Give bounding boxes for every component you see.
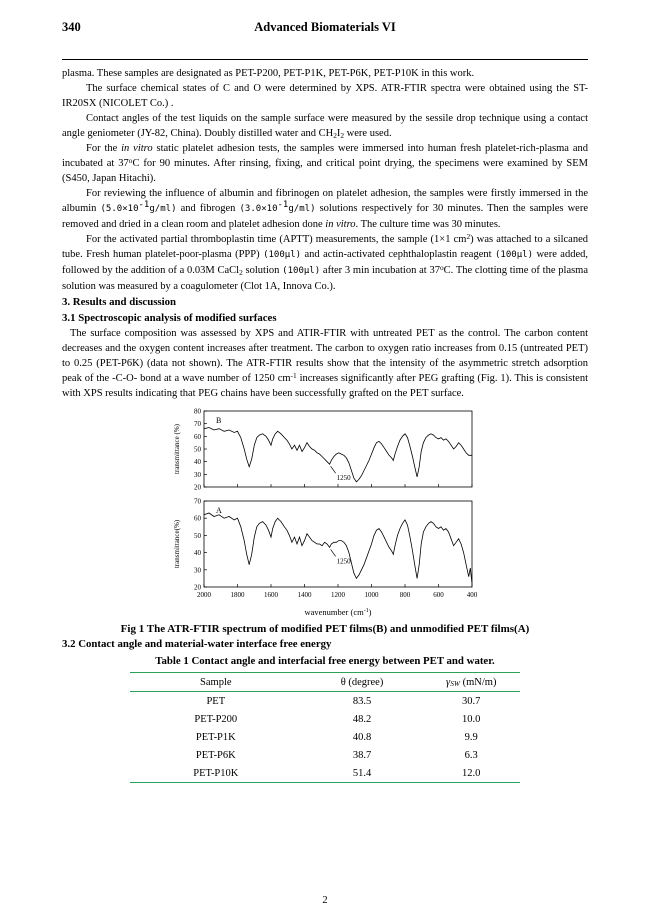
paragraph-xps: The surface chemical states of C and O were determined by XPS. ATR-FTIR spectra were obtained using the ST-IR20SX (NICOLET Co.) . [62,83,588,109]
svg-text:60: 60 [194,514,201,523]
table-head [130,673,520,692]
paragraph-contact-angle: Contact angles of the test liquids on the sample surface were measured by the sessile drop technique using a contact angle geniometer (JY-82, China). Doubly distilled water and CH2I2 were used. [62,113,588,140]
column-header: γSW (mN/m) [446,676,497,689]
paragraph-surface-composition: The surface composition was assessed by XPS and ATIR-FTIR with untreated PET as the control. The carbon content decreases and the oxygen content increases after treatment. The carbon to oxygen ratio increases from 0.15 (untreated PET) to 0.25 (PET-P6K) (data not shown). The ATR-FTIR results show that the intensity of the asymmetric stretch adsorption peak of the -C-O- bond at a wave number of 1250 $cm^{-1}$ increases significantly after PEG grafting (Fig. 1). This is consistent with XPS results indicating that PEG chains have been successfully grafted on the PET surface. [62,328,589,399]
table-cell: 9.9 [464,731,478,743]
table-cell: 83.5 [352,695,372,707]
journal-title: Advanced Biomaterials VI [254,20,396,34]
table-row [130,710,520,728]
svg-text:20: 20 [194,583,201,592]
svg-text:1600: 1600 [264,591,278,599]
svg-text:B: B [216,416,222,425]
paragraph-continuation: plasma. These samples are designated as PET-P200, PET-P1K, PET-P6K, PET-P10K in this work. [62,68,475,79]
svg-text:transmittance (%): transmittance (%) [173,424,181,474]
table-cell: 40.8 [352,731,372,743]
svg-text:70: 70 [194,497,201,506]
table-cell: PET-P6K [195,749,236,761]
svg-text:600: 600 [433,591,444,599]
table-cell: 30.7 [462,695,481,707]
header-rule [62,59,588,60]
table-cell: 12.0 [462,767,481,779]
ftir-spectrum-b-chart [170,405,480,495]
table-cell: 6.3 [464,749,478,761]
table-row [130,746,520,764]
table-cell: PET [206,695,226,707]
table-cell: 38.7 [352,749,372,761]
svg-text:50: 50 [194,531,201,540]
table-row [130,692,520,711]
svg-text:20: 20 [194,483,201,492]
table-body [130,692,520,783]
svg-text:60: 60 [194,432,201,441]
paragraph-platelet-adhesion: For the in vitro static platelet adhesion tests, the samples were immersed into human fresh platelet-rich-plasma and incubated at 37$^o$C for 90 minutes. After rinsing, fixing, and critical point drying, the specimens were examined by SEM (S450, Japan Hitachi). [62,143,588,184]
section-heading-spectroscopic: 3.1 Spectroscopic analysis of modified surfaces [62,312,277,324]
table-header-row [130,673,520,692]
svg-text:80: 80 [194,407,201,416]
page-footer [0,895,650,906]
page-header [62,20,588,37]
table-cell: 48.2 [352,713,372,725]
svg-text:1250: 1250 [336,474,351,483]
svg-text:40: 40 [194,549,201,558]
figure-caption: Fig 1 The ATR-FTIR spectrum of modified PET films(B) and unmodified PET films(A) [120,623,530,635]
svg-text:2000: 2000 [197,591,211,599]
table-cell: 51.4 [352,767,372,779]
page-body [62,66,588,783]
svg-text:70: 70 [194,420,201,429]
table-cell: PET-P10K [193,767,239,779]
svg-text:1000: 1000 [364,591,379,599]
ftir-spectrum-a-chart [170,495,480,607]
footer-page-number: 2 [322,895,328,906]
svg-text:30: 30 [194,566,201,575]
svg-text:800: 800 [399,591,411,599]
table-row [130,728,520,746]
column-header: θ (degree) [340,676,384,688]
svg-text:30: 30 [194,470,201,479]
column-header: Sample [200,676,232,688]
figure-1-ftir [170,405,480,618]
table-cell: PET-P200 [194,713,238,725]
table-cell: 10.0 [462,713,481,725]
table-row [130,764,520,783]
section-heading-results: 3. Results and discussion [62,296,177,308]
svg-text:1200: 1200 [331,591,345,599]
section-heading-contact-angle: 3.2 Contact angle and material-water interface free energy [62,638,332,650]
svg-text:A: A [216,506,222,515]
header-page-number: 340 [62,20,81,34]
svg-text:1400: 1400 [297,591,312,599]
table-cell: PET-P1K [195,731,236,743]
svg-text:400: 400 [466,591,478,599]
svg-text:1250: 1250 [336,557,351,566]
table-caption: Table 1 Contact angle and interfacial free energy between PET and water. [155,655,495,667]
paragraph-aptt: For the activated partial thromboplastin time (APTT) measurements, the sample (1×1 $cm^2$) was attached to a silcaned tube. Fresh human platelet-poor-plasma (PPP) (100μl) and actin-activated cephthaloplastin reagent (100μl) were added, followed by the addition of a 0.03M CaCl2 solution (100μl) after 3 min incubation at 37$^o$C. The clotting time of the plasma solution was measured by a coagulometer (Clot 1A, Innova Co.). [62,231,589,292]
chart-x-axis-label: wavenumber $(cm^{-1})$ [304,607,372,617]
svg-text:40: 40 [194,458,201,467]
contact-angle-table [130,672,520,783]
paragraph-albumin: For reviewing the influence of albumin and fibrinogen on platelet adhesion, the samples were firstly immersed in the albumin (5.0×10-1g/ml) and fibrogen (3.0×10-1g/ml) solutions respectively for 30 minutes. Then the samples were removed and dried in a clean room and platelet adhesion done in vitro. The culture time was 30 minutes. [62,188,588,230]
svg-text:1800: 1800 [230,591,245,599]
svg-text:50: 50 [194,445,201,454]
svg-text:transmittance(%): transmittance(%) [173,519,181,569]
